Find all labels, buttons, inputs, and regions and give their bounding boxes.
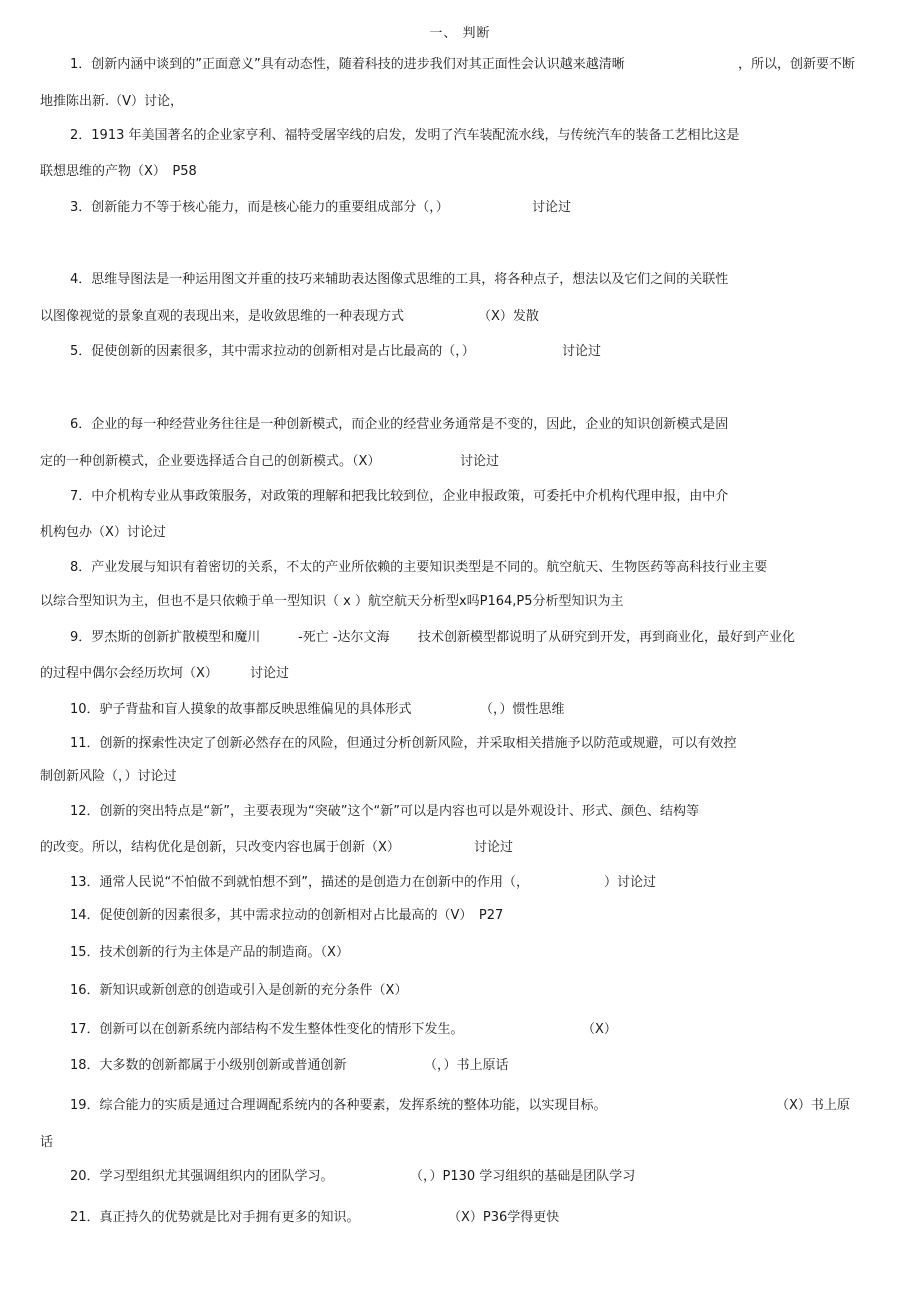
item-6-note: 讨论过 (460, 454, 500, 469)
item-6-line-2: 定的一种创新模式，企业要选择适合自己的创新模式。（X） (40, 454, 381, 469)
item-9-line-1c: 技术创新模型都说明了从研究到开发，再到商业化，最好到产业化 (418, 630, 796, 645)
item-5-note: 讨论过 (562, 344, 602, 359)
item-18-line-1: 18．大多数的创新都属于小级别创新或普通创新 (70, 1058, 347, 1073)
item-2-line-1: 2．1913 年美国著名的企业家亨利、福特受屠宰线的启发，发明了汽车装配流水线，与传统汽车的装备工艺相比这是 (70, 128, 740, 143)
item-9-line-2: 的过程中偶尔会经历坎坷（X） (40, 666, 218, 681)
item-19-line-1: 19．综合能力的实质是通过合理调配系统内的各种要素，发挥系统的整体功能，以实现目标。 (70, 1098, 607, 1113)
item-20-note: （，）P130 学习组织的基础是团队学习 (410, 1169, 636, 1184)
item-11-line-2: 制创新风险（，）讨论过 (40, 769, 177, 784)
item-7-line-2: 机构包办（X）讨论过 (40, 525, 166, 540)
section-heading: 一、 判断 (429, 26, 491, 41)
item-3-line-1: 3．创新能力不等于核心能力，而是核心能力的重要组成部分（，） (70, 200, 449, 215)
item-8-line-2: 以综合型知识为主，但也不是只依赖于单一型知识（ x ）航空航天分析型x吗P164,P5分析型知识为主 (40, 594, 624, 609)
item-6-line-1: 6．企业的每一种经营业务往往是一种创新模式，而企业的经营业务通常是不变的，因此，企业的知识创新模式是固 (70, 417, 729, 432)
item-17-line-1: 17．创新可以在创新系统内部结构不发生整体性变化的情形下发生。 (70, 1022, 464, 1037)
item-21-line-1: 21．真正持久的优势就是比对手拥有更多的知识。 (70, 1210, 360, 1225)
item-12-note: 讨论过 (474, 840, 514, 855)
item-4-note: （X）发散 (478, 309, 539, 324)
item-9-line-1a: 9．罗杰斯的创新扩散模型和魔川 (70, 630, 261, 645)
item-15-line-1: 15．技术创新的行为主体是产品的制造商。（X） (70, 945, 349, 960)
item-9-line-1b: -死亡 -达尔文海 (298, 630, 390, 645)
item-10-line-1: 10．驴子背盐和盲人摸象的故事都反映思维偏见的具体形式 (70, 702, 412, 717)
item-1-line-1-tail: ，所以，创新要不断 (738, 57, 856, 72)
item-1-line-1: 1．创新内涵中谈到的”正面意义”具有动态性，随着科技的进步我们对其正面性会认识越来越清晰 (70, 57, 625, 72)
item-18-note: （，）书上原话 (424, 1058, 509, 1073)
item-7-line-1: 7．中介机构专业从事政策服务，对政策的理解和把我比较到位，企业申报政策，可委托中介机构代理申报，由中介 (70, 489, 729, 504)
item-16-line-1: 16．新知识或新创意的创造或引入是创新的充分条件（X） (70, 983, 408, 998)
item-9-note: 讨论过 (250, 666, 290, 681)
item-4-line-1: 4．思维导图法是一种运用图文并重的技巧来辅助表达图像式思维的工具，将各种点子，想法以及它们之间的关联性 (70, 272, 729, 287)
item-10-note: （，）惯性思维 (480, 702, 565, 717)
item-13-line-1: 13．通常人民说“不怕做不到就怕想不到”，描述的是创造力在创新中的作用（， (70, 875, 530, 890)
item-12-line-2: 的改变。所以，结构优化是创新，只改变内容也属于创新（X） (40, 840, 400, 855)
item-3-note: 讨论过 (532, 200, 572, 215)
item-17-note: （X） (582, 1022, 617, 1037)
item-1-line-2: 地推陈出新.（V）讨论， (40, 94, 184, 109)
item-19-note: （X）书上原 (776, 1098, 850, 1113)
item-20-line-1: 20．学习型组织尤其强调组织内的团队学习。 (70, 1169, 334, 1184)
item-12-line-1: 12．创新的突出特点是“新”，主要表现为“突破”这个“新”可以是内容也可以是外观设计、形式、颜色、结构等 (70, 804, 699, 819)
item-5-line-1: 5．促使创新的因素很多，其中需求拉动的创新相对是占比最高的（，） (70, 344, 475, 359)
item-13-note: ）讨论过 (604, 875, 657, 890)
item-14-line-1: 14．促使创新的因素很多，其中需求拉动的创新相对占比最高的（V） P27 (70, 908, 504, 923)
item-21-note: （X）P36学得更快 (448, 1210, 560, 1225)
item-19-line-2: 话 (40, 1135, 54, 1150)
item-2-line-2: 联想思维的产物（X） P58 (40, 164, 197, 179)
item-11-line-1: 11．创新的探索性决定了创新必然存在的风险，但通过分析创新风险，并采取相关措施予以防范或规避，可以有效控 (70, 736, 737, 751)
item-8-line-1: 8．产业发展与知识有着密切的关系，不太的产业所依赖的主要知识类型是不同的。航空航天、生物医药等高科技行业主要 (70, 560, 768, 575)
item-4-line-2: 以图像视觉的景象直观的表现出来，是收敛思维的一种表现方式 (40, 309, 405, 324)
